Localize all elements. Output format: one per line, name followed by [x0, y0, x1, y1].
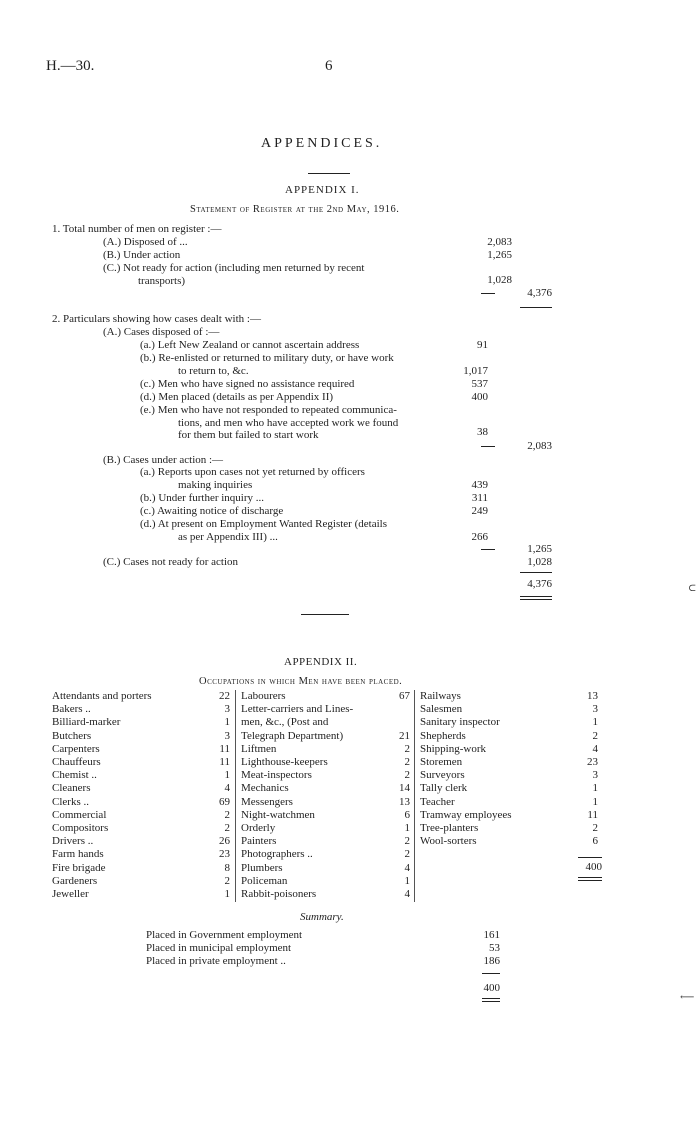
section-2Ad-label: (d.) Men placed (details as per Appendix II)	[140, 391, 334, 403]
summary-total-double-rule-2	[482, 1001, 500, 1002]
section-2Ac-value: 537	[471, 378, 488, 390]
section-1-rule	[520, 307, 552, 308]
appendix-1-heading: APPENDIX I.	[285, 184, 360, 196]
occupation-name: Drivers ..	[52, 835, 94, 848]
occupation-name: Wool-sorters	[420, 835, 477, 848]
occupation-name: Shepherds	[420, 729, 466, 742]
section-2Ac-label: (c.) Men who have signed no assistance required	[140, 378, 355, 390]
margin-mark: ⟵	[680, 992, 695, 1003]
occupation-name: Carpenters	[52, 742, 100, 755]
section-2Ab-label-line1: (b.) Re-enlisted or returned to military duty, or have work	[140, 352, 394, 364]
occupation-name: Meat-inspectors	[241, 769, 312, 782]
occupation-count: 14	[399, 782, 410, 795]
section-1a-value: 2,083	[487, 236, 512, 248]
appendix-1-subheading: Statement of Register at the 2nd May, 1916.	[190, 204, 400, 215]
occupations-total-double-rule-2	[578, 880, 602, 881]
section-2Ad-value: 400	[471, 391, 488, 403]
occupation-count: 2	[404, 742, 410, 755]
occupation-name: Teacher	[420, 795, 455, 808]
section-2Bb-value: 311	[471, 492, 488, 504]
occupation-name: Mechanics	[241, 782, 289, 795]
section-1b-label: (B.) Under action	[103, 249, 181, 261]
section-2C-label: (C.) Cases not ready for action	[103, 556, 239, 568]
section-2C-value: 1,028	[527, 556, 552, 568]
occupation-name: Gardeners	[52, 874, 98, 887]
occupation-name: Telegraph Department)	[241, 729, 344, 742]
summary-value: 186	[483, 955, 500, 967]
summary-total-rule	[482, 973, 500, 974]
occupations-total: 400	[585, 861, 602, 873]
occupation-count: 6	[592, 835, 598, 848]
occupation-count: 4	[224, 782, 230, 795]
occupation-name: Clerks ..	[52, 795, 89, 808]
occupation-name: Photographers ..	[241, 848, 313, 861]
section-2B-total: 1,265	[527, 543, 552, 555]
occupation-count: 2	[404, 848, 410, 861]
occupation-count: 1	[224, 888, 230, 900]
section-2Bb-label: (b.) Under further inquiry ...	[140, 492, 265, 504]
section-1-label: 1. Total number of men on register :—	[52, 223, 222, 235]
occupation-count: 3	[592, 703, 598, 716]
occupation-count: 13	[399, 795, 410, 808]
occupation-name: Tramway employees	[420, 808, 512, 821]
occupation-count: 23	[587, 756, 598, 768]
occupation-name: Attendants and porters	[52, 690, 152, 702]
section-1-total: 4,376	[527, 287, 552, 299]
title-divider	[308, 173, 350, 174]
occupation-count: 2	[404, 756, 410, 768]
occupation-name: Compositors	[52, 822, 109, 834]
occupation-count: 11	[219, 756, 230, 768]
summary-label: Placed in Government employment	[146, 929, 303, 941]
occupation-name: Messengers	[241, 795, 293, 808]
section-1c-label-line1: (C.) Not ready for action (including men returned by recent	[103, 262, 365, 274]
section-2Bc-label: (c.) Awaiting notice of discharge	[140, 505, 284, 517]
document-reference: H.—30.	[46, 58, 95, 74]
occupation-count: 11	[587, 808, 598, 821]
occupation-name: Shipping-work	[420, 742, 486, 755]
section-2Ae-label-line3: for them but failed to start work	[178, 429, 319, 441]
grand-total-rule	[520, 572, 552, 573]
section-1c-label-line2: transports)	[138, 275, 186, 287]
section-2Ba-label-line2: making inquiries	[178, 479, 253, 491]
occupation-count: 2	[592, 822, 598, 834]
occupation-count: 2	[224, 822, 230, 834]
occupation-name: Sanitary inspector	[420, 716, 500, 729]
occupation-count: 3	[592, 769, 598, 782]
summary-total: 400	[483, 982, 500, 994]
section-2Ba-value: 439	[471, 479, 488, 491]
occupation-count: 4	[404, 861, 410, 874]
occupation-name: Commercial	[52, 808, 107, 821]
occupation-name: Railways	[420, 690, 461, 702]
occupation-count: 21	[399, 729, 410, 742]
occupation-name: men, &c., (Post and	[241, 716, 329, 729]
occupation-count: 1	[592, 716, 598, 729]
occupation-name: Plumbers	[241, 861, 283, 874]
summary-total-double-rule-1	[482, 998, 500, 999]
occupation-count: 11	[219, 742, 230, 755]
appendix-2-subheading: Occupations in which Men have been placed.	[199, 676, 403, 687]
grand-total-double-rule-1	[520, 596, 552, 597]
occupation-count: 6	[404, 808, 410, 821]
occupation-count: 2	[224, 808, 230, 821]
occupation-name: Chauffeurs	[52, 756, 101, 768]
occupation-name: Billiard-marker	[52, 716, 121, 729]
occupation-count: 2	[592, 729, 598, 742]
occupation-name: Salesmen	[420, 703, 463, 716]
occupation-name: Farm hands	[52, 848, 104, 861]
summary-value: 53	[489, 942, 500, 954]
summary-label: Placed in municipal employment	[146, 942, 292, 954]
occupation-name: Rabbit-poisoners	[241, 888, 317, 900]
occupation-name: Tally clerk	[420, 782, 468, 795]
occupation-name: Fire brigade	[52, 861, 106, 874]
occupation-name: Jeweller	[52, 888, 89, 900]
occupation-count: 1	[404, 822, 410, 834]
section-2Ae-label-line2: tions, and men who have accepted work we found	[178, 417, 399, 429]
section-1a-label: (A.) Disposed of ...	[103, 236, 188, 248]
occupation-name: Cleaners	[52, 782, 91, 795]
occupation-count: 1	[592, 795, 598, 808]
appendix-divider	[301, 614, 349, 615]
occupation-count: 23	[219, 848, 230, 861]
section-2Bd-value: 266	[471, 531, 488, 543]
section-2Bd-label-line1: (d.) At present on Employment Wanted Register (details	[140, 518, 387, 530]
occupation-count: 2	[404, 769, 410, 782]
occupation-name: Policeman	[241, 874, 288, 887]
occupation-count: 1	[404, 874, 410, 887]
appendix-2-heading: APPENDIX II.	[284, 656, 358, 668]
section-2-label: 2. Particulars showing how cases dealt with :—	[52, 313, 261, 325]
occupation-name: Painters	[241, 835, 277, 848]
occupation-count: 3	[224, 703, 230, 716]
section-2Ab-value: 1,017	[463, 365, 488, 377]
section-2Ae-label-line1: (e.) Men who have not responded to repeated communica-	[140, 404, 397, 416]
occupation-count: 67	[399, 690, 410, 702]
grand-total-double-rule-2	[520, 599, 552, 600]
summary-label: Placed in private employment ..	[146, 955, 286, 967]
section-2Ba-label-line1: (a.) Reports upon cases not yet returned by officers	[140, 466, 365, 478]
occupation-name: Liftmen	[241, 742, 277, 755]
section-2A-total: 2,083	[527, 440, 552, 452]
occupations-total-double-rule-1	[578, 877, 602, 878]
occupation-name: Labourers	[241, 690, 286, 702]
occupation-count: 26	[219, 835, 230, 848]
occupation-name: Night-watchmen	[241, 808, 315, 821]
section-2Ae-value: 38	[477, 426, 488, 438]
occupation-count: 69	[219, 795, 230, 808]
occupation-name: Tree-planters	[420, 822, 479, 834]
occupation-count: 8	[224, 861, 230, 874]
occupation-name: Surveyors	[420, 769, 465, 782]
section-2Bd-label-line2: as per Appendix III) ...	[178, 531, 278, 543]
occupation-count: 1	[224, 716, 230, 729]
occupation-count: 13	[587, 690, 598, 702]
section-2Bc-value: 249	[471, 505, 488, 517]
occupation-count: 3	[224, 729, 230, 742]
occupation-name: Lighthouse-keepers	[241, 756, 328, 768]
section-2B-label: (B.) Cases under action :—	[103, 454, 224, 466]
occupation-count: 1	[224, 769, 230, 782]
section-2Aa-label: (a.) Left New Zealand or cannot ascertain address	[140, 339, 360, 351]
occupation-count: 2	[404, 835, 410, 848]
grand-total: 4,376	[527, 578, 552, 590]
occupation-count: 4	[592, 742, 598, 755]
occupation-name: Letter-carriers and Lines-	[241, 703, 354, 716]
occupation-count: 4	[404, 888, 410, 900]
summary-heading: Summary.	[300, 911, 344, 923]
occupations-total-rule	[578, 857, 602, 858]
section-2Aa-value: 91	[477, 339, 488, 351]
section-2Ab-label-line2: to return to, &c.	[178, 365, 249, 377]
page-title: APPENDICES.	[261, 136, 383, 151]
occupation-name: Chemist ..	[52, 769, 97, 782]
occupation-name: Orderly	[241, 822, 276, 834]
summary-value: 161	[483, 929, 500, 941]
page-number: 6	[325, 58, 333, 74]
section-1b-value: 1,265	[487, 249, 512, 261]
column-divider-1	[235, 690, 236, 902]
section-1c-value: 1,028	[487, 274, 512, 286]
occupation-count: 2	[224, 874, 230, 887]
occupation-name: Butchers	[52, 729, 92, 742]
section-2A-label: (A.) Cases disposed of :—	[103, 326, 220, 338]
occupation-count: 22	[219, 690, 230, 702]
column-divider-2	[414, 690, 415, 902]
occupation-name: Bakers ..	[52, 703, 91, 716]
margin-mark: ⊂	[688, 583, 697, 594]
occupation-name: Storemen	[420, 756, 463, 768]
occupation-count: 1	[592, 782, 598, 795]
